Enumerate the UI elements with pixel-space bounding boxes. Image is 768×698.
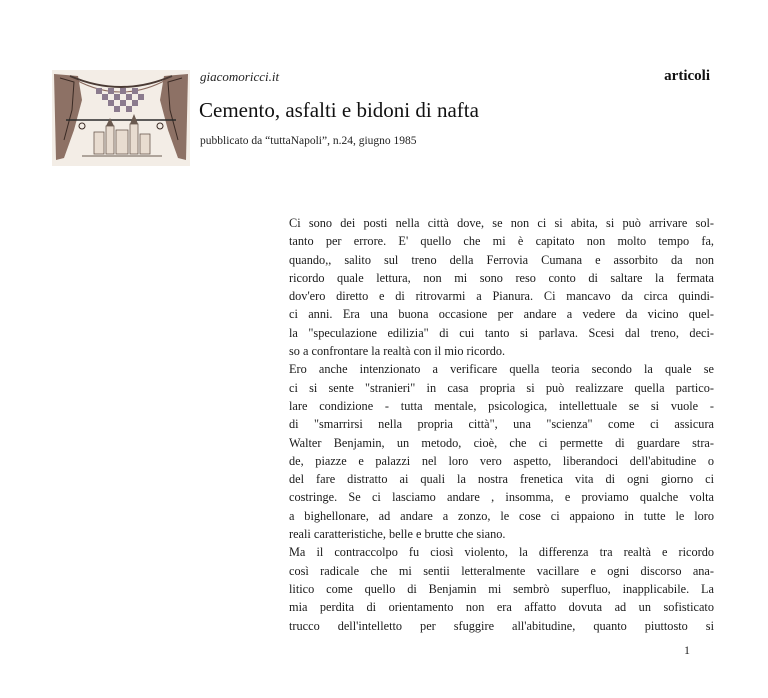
body-line: mia perdita di orientamento non era affatto dovuta ad un sofisticato	[289, 600, 714, 615]
body-line: ricordo quale lettura, non mi sono reso conto di saltare la fermata	[289, 270, 714, 285]
body-line: ci anni. Era una buona occasione per andare a vedere da vicino quel-	[289, 307, 714, 322]
body-line: così radicale che mi sentii letteralmente vacillare e ogni discorso ana-	[289, 563, 714, 578]
body-line: de, piazze e palazzi nel loro vero aspetto, liberandoci dell'abitudine o	[289, 453, 714, 468]
article-subtitle: pubblicato da “tuttaNapoli”, n.24, giugno 1985	[200, 135, 417, 147]
body-line: Walter Benjamin, un metodo, cioè, che ci permette di guardare stra-	[289, 435, 714, 450]
body-line: reali caratteristiche, belle e brutte che siano.	[289, 527, 506, 542]
body-line: Ci sono dei posti nella città dove, se non ci si abita, si può arrivare sol-	[289, 216, 714, 230]
body-line: di "smarrirsi nella propria città", una "scienza" come ci assicura	[289, 417, 714, 432]
article-title: Cemento, asfalti e bidoni di nafta	[199, 98, 479, 122]
body-line: ci si sente "stranieri" in casa propria si può realizzare quella partico-	[289, 380, 714, 395]
page-number: 1	[684, 643, 690, 657]
section-label[interactable]: articoli	[664, 68, 710, 84]
body-line: la "speculazione edilizia" di cui tanto si parlava. Scesi dal treno, deci-	[289, 325, 714, 340]
body-line: del fare distratto ai quali la nostra frenetica vita di ogni giorno ci	[289, 472, 714, 487]
site-name[interactable]: giacomoricci.it	[200, 69, 280, 84]
body-line: quando,, salito sul treno della Ferrovia Cumana e assorbito da non	[289, 252, 714, 267]
article-body	[289, 214, 714, 635]
body-line: a bighellonare, ad andare a zonzo, le cose ci appaiono in tutte le loro	[289, 508, 714, 523]
body-line: trucco dell'intelletto per sfuggire all'abitudine, quanto piuttosto si	[289, 618, 714, 633]
body-line: costringe. Se ci lasciamo andare , insomma, e proviamo qualche volta	[289, 490, 714, 505]
body-line: Ma il contraccolpo fu ciosì violento, la differenza tra realtà e ricordo	[289, 545, 714, 560]
body-line: Ero anche intenzionato a verificare quella teoria secondo la quale se	[289, 362, 714, 377]
body-line: tanto per errore. E' quello che mi è capitato non molto tempo fa,	[289, 234, 714, 249]
body-line: dov'ero diretto e di ritrovarmi a Pianura. Ci mancavo da circa quindi-	[289, 289, 714, 304]
body-line: so a confrontare la realtà con il mio ricordo.	[289, 344, 506, 359]
body-line: lare condizione - tutta mentale, psicologica, intellettuale se si vuole -	[289, 398, 714, 413]
body-line: litico come quello di Benjamin mi sembrò superfluo, inapplicabile. La	[289, 581, 714, 596]
site-logo-illustration	[52, 70, 190, 166]
